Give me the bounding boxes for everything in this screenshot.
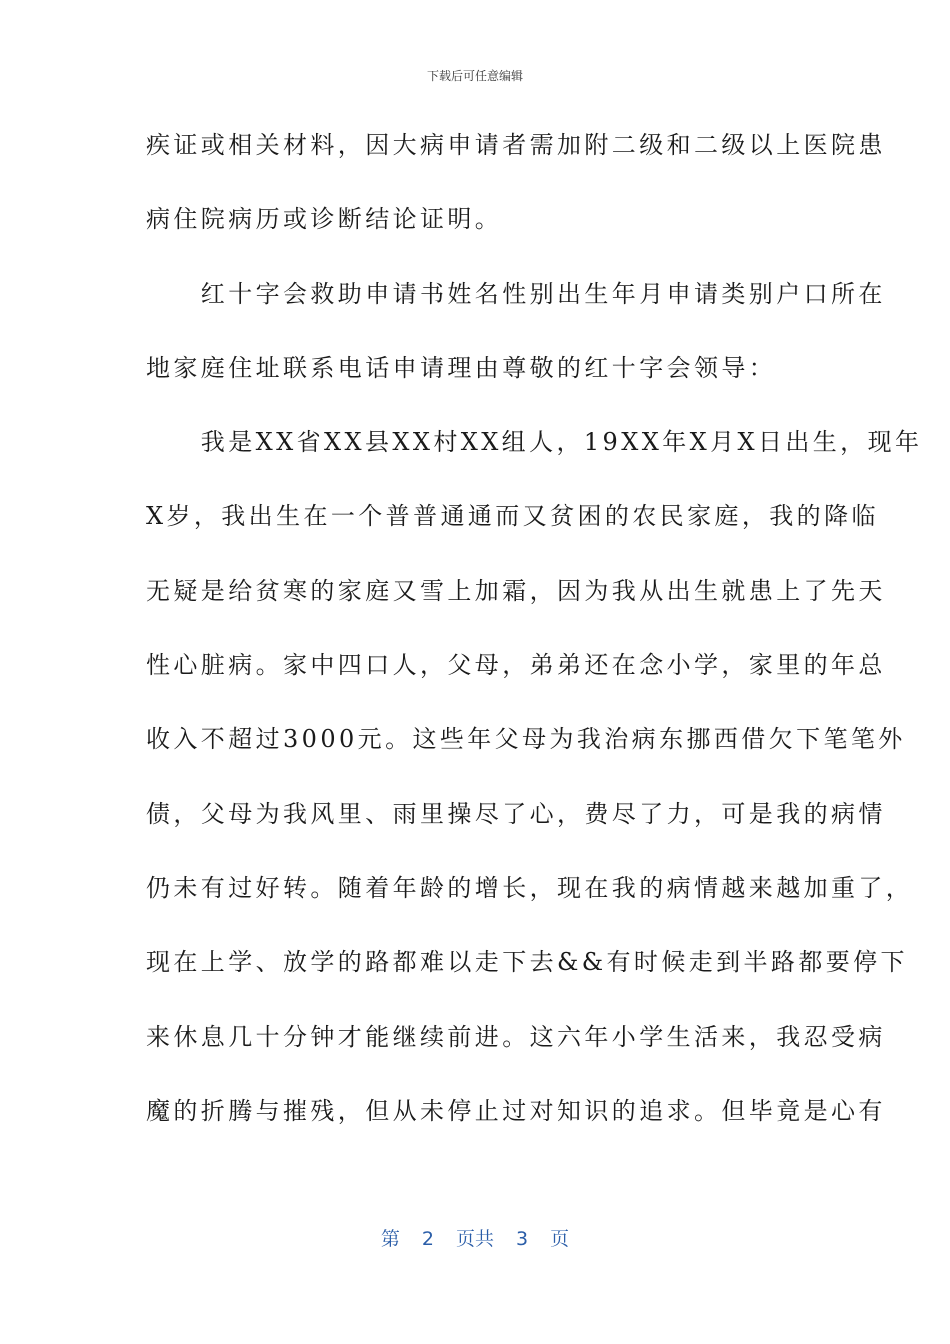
page-number-footer bbox=[0, 1224, 950, 1251]
download-note: 下载后可任意编辑 bbox=[426, 69, 523, 83]
text-line: 我是XX省XX县XX村XX组人，19XX年X月X日出生，现年 bbox=[146, 428, 923, 457]
page-label-mid: 页共 bbox=[455, 1228, 494, 1250]
page-current: 2 bbox=[421, 1228, 434, 1250]
text-line: 性心脏病。家中四口人，父母，弟弟还在念小学，家里的年总 bbox=[146, 651, 886, 680]
text-line: 来休息几十分钟才能继续前进。这六年小学生活来，我忍受病 bbox=[146, 1022, 886, 1051]
text-line: 现在上学、放学的路都难以走下去&&有时候走到半路都要停下 bbox=[146, 948, 908, 977]
text-line: 无疑是给贫寒的家庭又雪上加霜，因为我从出生就患上了先天 bbox=[146, 576, 886, 605]
text-line: 债，父母为我风里、雨里操尽了心，费尽了力，可是我的病情 bbox=[146, 799, 886, 828]
page-label-prefix: 第 bbox=[380, 1228, 400, 1250]
text-line: 地家庭住址联系电话申请理由尊敬的红十字会领导： bbox=[146, 353, 777, 382]
text-line: 魔的折腾与摧残，但从未停止过对知识的追求。但毕竟是心有 bbox=[146, 1096, 886, 1125]
page-total: 3 bbox=[516, 1228, 529, 1250]
text-line: 病住院病历或诊断结论证明。 bbox=[146, 205, 503, 234]
text-line: 收入不超过3000元。这些年父母为我治病东挪西借欠下笔笔外 bbox=[146, 725, 906, 754]
text-line: 仍未有过好转。随着年龄的增长，现在我的病情越来越加重了， bbox=[146, 873, 914, 902]
text-line: 疾证或相关材料，因大病申请者需加附二级和二级以上医院患 bbox=[146, 131, 886, 159]
text-line: 红十字会救助申请书姓名性别出生年月申请类别户口所在 bbox=[146, 279, 886, 308]
text-line: X岁，我出生在一个普普通通而又贫困的农民家庭，我的降临 bbox=[146, 502, 879, 531]
page-label-suffix: 页 bbox=[550, 1228, 570, 1250]
body-text bbox=[146, 122, 923, 1162]
